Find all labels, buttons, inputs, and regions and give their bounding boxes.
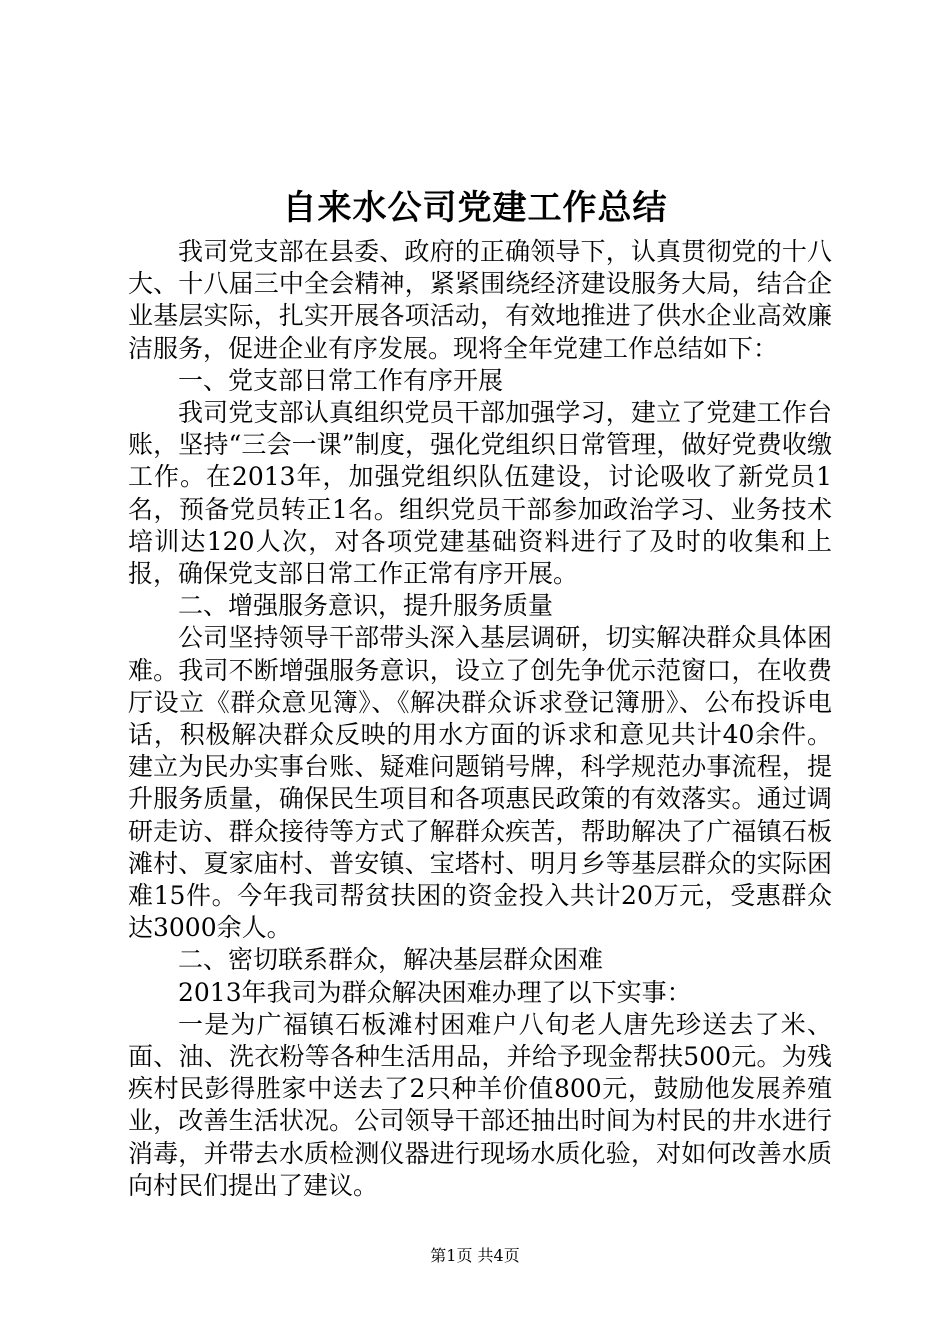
section-3-paragraph: 一是为广福镇石板滩村困难户八旬老人唐先珍送去了米、面、油、洗衣粉等各种生活用品，并给予现金帮扶500元。为残疾村民彭得胜家中送去了2只种羊价值800元，鼓励他发展养殖业，改善生活状况。公司领导干部还抽出时间为村民的井水进行消毒，并带去水质检测仪器进行现场水质化验，对如何改善水质向村民们提出了建议。 bbox=[128, 1009, 832, 1200]
document-title: 自来水公司党建工作总结 bbox=[282, 188, 668, 228]
section-heading-3: 二、密切联系群众，解决基层群众困难 bbox=[178, 945, 604, 975]
section-heading-1: 一、党支部日常工作有序开展 bbox=[178, 365, 504, 395]
section-2-paragraph: 公司坚持领导干部带头深入基层调研，切实解决群众具体困难。我司不断增强服务意识，设立了创先争优示范窗口，在收费厅设立《群众意见簿》、《解决群众诉求登记簿册》、公布投诉电话，积极解决群众反映的用水方面的诉求和意见共计40余件。建立为民办实事台账、疑难问题销号牌，科学规范办事流程，提升服务质量，确保民生项目和各项惠民政策的有效落实。通过调研走访、群众接待等方式了解群众疾苦，帮助解决了广福镇石板滩村、夏家庙村、普安镇、宝塔村、明月乡等基层群众的实际困难15件。今年我司帮贫扶困的资金投入共计20万元，受惠群众达3000余人。 bbox=[128, 623, 832, 943]
intro-paragraph: 我司党支部在县委、政府的正确领导下，认真贯彻党的十八大、十八届三中全会精神，紧紧围绕经济建设服务大局，结合企业基层实际，扎实开展各项活动，有效地推进了供水企业高效廉洁服务，促进企业有序发展。现将全年党建工作总结如下： bbox=[128, 237, 832, 363]
document-body bbox=[128, 236, 832, 1202]
section-heading-2: 二、增强服务意识，提升服务质量 bbox=[178, 591, 554, 621]
section-1-paragraph: 我司党支部认真组织党员干部加强学习，建立了党建工作台账，坚持“三会一课”制度，强化党组织日常管理，做好党费收缴工作。在2013年，加强党组织队伍建设，讨论吸收了新党员1名，预备党员转正1名。组织党员干部参加政治学习、业务技术培训达120人次，对各项党建基础资料进行了及时的收集和上报，确保党支部日常工作正常有序开展。 bbox=[128, 398, 832, 589]
page-number: 第1页 共4页 bbox=[430, 1246, 520, 1265]
section-3-lead: 2013年我司为群众解决困难办理了以下实事： bbox=[178, 977, 692, 1007]
